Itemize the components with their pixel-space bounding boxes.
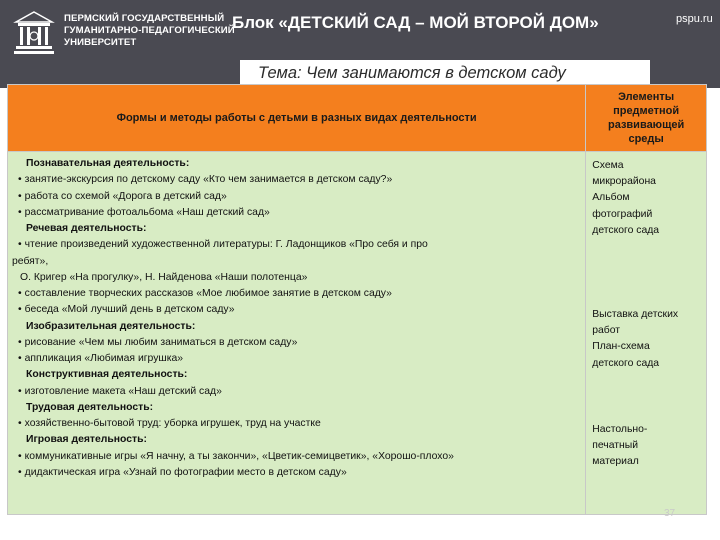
col2-header-line: развивающей (607, 119, 685, 131)
col2-header-line: среды (628, 133, 664, 145)
list-item: • рассматривание фотоальбома «Наш детский сад» (12, 205, 579, 221)
list-item: • рисование «Чем мы любим заниматься в детском саду» (12, 335, 579, 351)
list-item-continuation: ребят», (12, 255, 49, 267)
list-item: • чтение произведений художественной литературы: Г. Ладонщиков «Про себя и про (12, 237, 579, 253)
col1-header: Формы и методы работы с детьми в разных видах деятельности (8, 85, 586, 152)
environment-line: микрорайона (592, 176, 656, 188)
university-building-logo-icon (12, 10, 56, 56)
environment-line: Выставка детских (592, 309, 679, 321)
activities-table (7, 84, 707, 515)
col2-header (586, 85, 707, 152)
environment-cell (586, 152, 707, 515)
section-heading: Изобразительная деятельность: (26, 320, 196, 332)
university-line: ГУМАНИТАРНО-ПЕДАГОГИЧЕСКИЙ (64, 25, 235, 36)
section-heading: Игровая деятельность: (26, 434, 147, 446)
list-item: О. Кригер «На прогулку», Н. Найденова «Наши полотенца» (20, 271, 308, 283)
environment-group (592, 158, 702, 239)
page-number: 37 (664, 508, 676, 519)
methods-cell (8, 152, 586, 515)
university-name (64, 13, 235, 49)
environment-line: печатный (592, 440, 639, 452)
list-item: • дидактическая игра «Узнай по фотографии место в детском саду» (12, 465, 579, 481)
environment-line: материал (592, 456, 639, 468)
list-item: • работа со схемой «Дорога в детский сад» (12, 189, 579, 205)
table-header-row (8, 85, 707, 152)
list-item: • коммуникативные игры «Я начну, а ты закончи», «Цветик-семицветик», «Хорошо-плохо» (12, 449, 579, 465)
environment-line: фотографий (592, 208, 653, 220)
environment-line: детского сада (592, 357, 660, 369)
spacer (592, 372, 702, 422)
section-heading: Трудовая деятельность: (26, 401, 154, 413)
list-item: • занятие-экскурсия по детскому саду «Кто чем занимается в детском саду?» (12, 172, 579, 188)
environment-line: Настольно- (592, 423, 648, 435)
section-heading: Конструктивная деятельность: (26, 369, 188, 381)
section-heading: Речевая деятельность: (26, 223, 147, 234)
environment-line: детского сада (592, 224, 660, 236)
environment-group (592, 422, 702, 471)
block-title: Блок «ДЕТСКИЙ САД – МОЙ ВТОРОЙ ДОМ» (232, 13, 599, 32)
list-item: • беседа «Мой лучший день в детском саду» (12, 302, 579, 318)
environment-line: Альбом (592, 192, 630, 204)
environment-group (592, 307, 702, 372)
university-line: УНИВЕРСИТЕТ (64, 37, 137, 48)
list-item: • составление творческих рассказов «Мое любимое занятие в детском саду» (12, 286, 579, 302)
environment-line: План-схема (592, 341, 650, 353)
environment-line: Схема (592, 160, 624, 171)
university-line: ПЕРМСКИЙ ГОСУДАРСТВЕННЫЙ (64, 13, 225, 24)
spacer (592, 239, 702, 307)
table-body-row (8, 152, 707, 515)
list-item: • аппликация «Любимая игрушка» (12, 351, 579, 367)
environment-line: работ (592, 325, 621, 337)
list-item: • хозяйственно-бытовой труд: уборка игрушек, труд на участке (12, 416, 579, 432)
section-heading: Познавательная деятельность: (26, 158, 190, 169)
list-item: • изготовление макета «Наш детский сад» (12, 384, 579, 400)
col2-header-line: предметной (613, 105, 680, 117)
col2-header-line: Элементы (618, 91, 675, 103)
site-link[interactable]: pspu.ru (676, 13, 713, 25)
theme-title: Тема: Чем занимаются в детском саду (258, 64, 566, 82)
